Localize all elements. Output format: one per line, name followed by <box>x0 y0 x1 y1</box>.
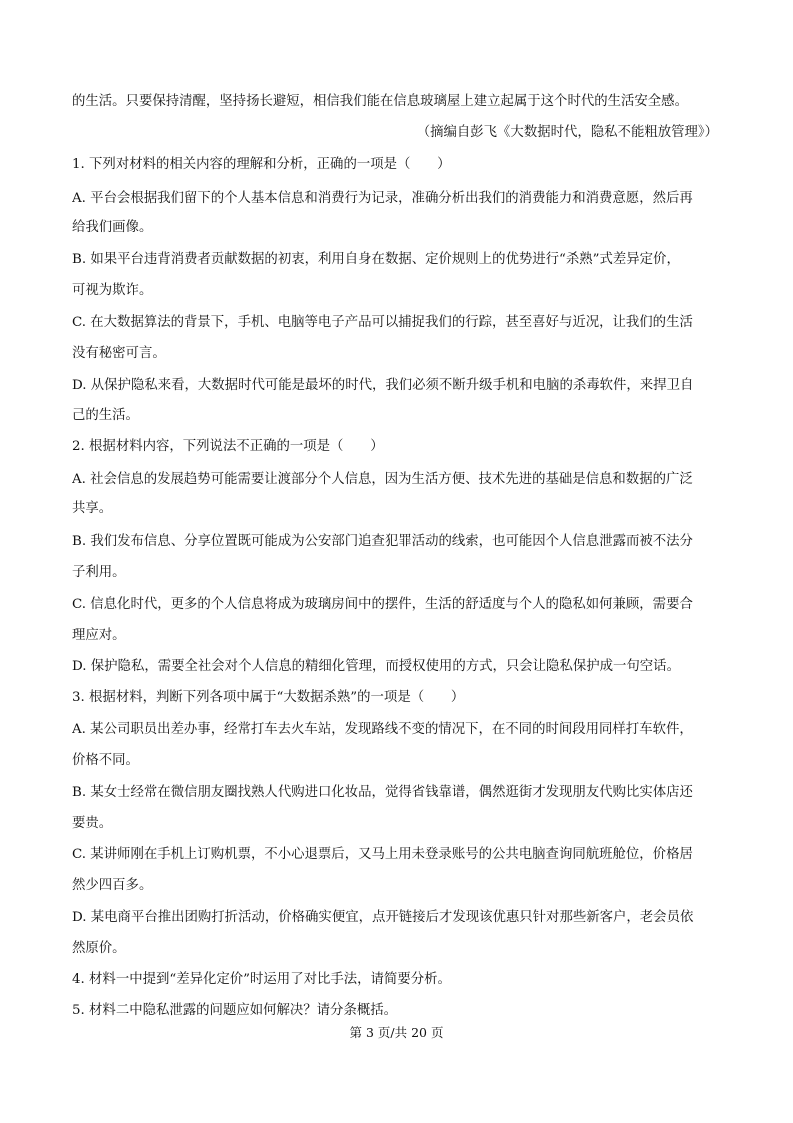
question-1-option-b: B. 如果平台违背消费者贡献数据的初衷，利用自身在数据、定价规则上的优势进行“杀熟”式差异定价， <box>72 252 680 267</box>
intro-tail-text: 的生活。只要保持清醒，坚持扬长避短，相信我们能在信息玻璃屋上建立起属于这个时代的生活安全感。 <box>72 94 688 109</box>
question-2-stem: 2. 根据材料内容，下列说法不正确的一项是（ ） <box>72 439 384 454</box>
question-3-option-d: D. 某电商平台推出团购打折活动，价格确实便宜，点开链接后才发现该优惠只针对那些新客户，老会员依 <box>72 910 694 925</box>
question-1-option-d-cont: 己的生活。 <box>72 408 139 423</box>
source-citation: （摘编自彭飞《大数据时代，隐私不能粗放管理》） <box>416 125 718 140</box>
question-2-option-c-cont: 理应对。 <box>72 628 126 643</box>
question-1-option-c: C. 在大数据算法的背景下，手机、电脑等电子产品可以捕捉我们的行踪，甚至喜好与近况，让我们的生活 <box>72 315 693 330</box>
question-1-option-c-cont: 没有秘密可言。 <box>72 346 166 361</box>
question-1-option-a: A. 平台会根据我们留下的个人基本信息和消费行为记录，准确分析出我们的消费能力和消费意愿，然后再 <box>72 191 693 206</box>
page-number-footer: 第 3 页/共 20 页 <box>349 1025 444 1040</box>
question-3-stem: 3. 根据材料，判断下列各项中属于“大数据杀熟”的一项是（ ） <box>72 690 465 705</box>
question-5-text: 5. 材料二中隐私泄露的问题应如何解决？请分条概括。 <box>72 1003 398 1018</box>
question-3-option-a-cont: 价格不同。 <box>72 753 139 768</box>
question-1-option-d: D. 从保护隐私来看，大数据时代可能是最坏的时代，我们必须不断升级手机和电脑的杀毒软件，来捍卫自 <box>72 378 694 393</box>
question-2-option-a-cont: 共享。 <box>72 501 113 516</box>
question-1-option-a-cont: 给我们画像。 <box>72 220 153 235</box>
question-3-option-c: C. 某讲师刚在手机上订购机票，不小心退票后，又马上用未登录账号的公共电脑查询同航班舱位，价格居 <box>72 847 693 862</box>
question-1-stem: 1. 下列对材料的相关内容的理解和分析，正确的一项是（ ） <box>72 157 451 172</box>
question-3-option-b: B. 某女士经常在微信朋友圈找熟人代购进口化妆品，觉得省钱靠谱，偶然逛街才发现朋友代购比实体店还 <box>72 785 693 800</box>
question-2-option-b-cont: 子利用。 <box>72 565 126 580</box>
question-3-option-a: A. 某公司职员出差办事，经常打车去火车站，发现路线不变的情况下，在不同的时间段用同样打车软件， <box>72 722 693 737</box>
question-3-option-b-cont: 要贵。 <box>72 816 113 831</box>
question-3-option-c-cont: 然少四百多。 <box>72 878 153 893</box>
question-4-text: 4. 材料一中提到“差异化定价”时运用了对比手法，请简要分析。 <box>72 972 451 987</box>
question-2-option-a: A. 社会信息的发展趋势可能需要让渡部分个人信息，因为生活方便、技术先进的基础是信息和数据的广泛 <box>72 472 693 487</box>
question-2-option-b: B. 我们发布信息、分享位置既可能成为公安部门追查犯罪活动的线索，也可能因个人信息泄露而被不法分 <box>72 534 693 549</box>
question-1-option-b-cont: 可视为欺诈。 <box>72 283 153 298</box>
question-2-option-c: C. 信息化时代，更多的个人信息将成为玻璃房间中的摆件，生活的舒适度与个人的隐私如何兼顾，需要合 <box>72 597 693 612</box>
question-3-option-d-cont: 然原价。 <box>72 941 126 956</box>
question-2-option-d: D. 保护隐私，需要全社会对个人信息的精细化管理，而授权使用的方式，只会让隐私保护成一句空话。 <box>72 659 680 674</box>
